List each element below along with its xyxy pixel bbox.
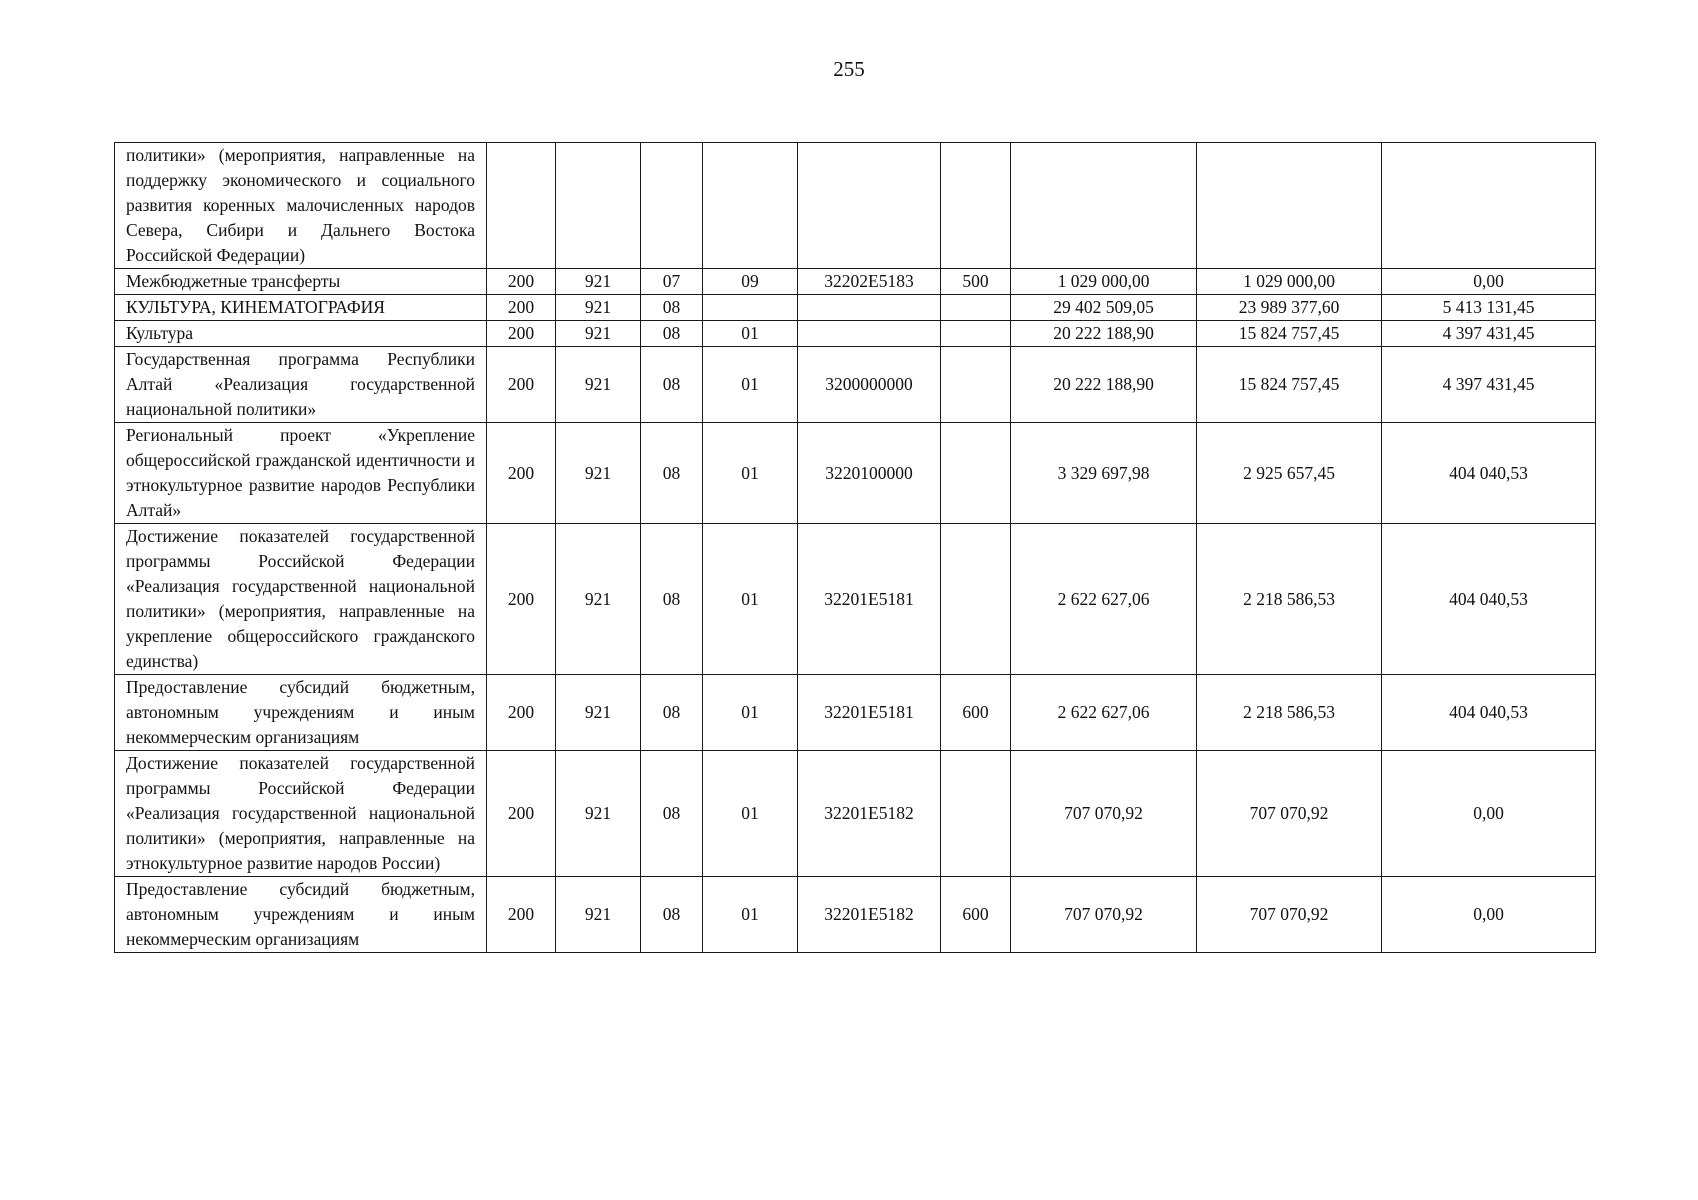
amount-cell xyxy=(1197,143,1382,269)
amount-cell: 0,00 xyxy=(1382,751,1596,877)
cell: 32201E5181 xyxy=(798,524,941,675)
budget-table xyxy=(114,142,1596,953)
cell: 200 xyxy=(487,675,556,751)
cell: 200 xyxy=(487,877,556,953)
amount-cell: 707 070,92 xyxy=(1011,751,1197,877)
amount-cell: 15 824 757,45 xyxy=(1197,347,1382,423)
cell: 08 xyxy=(641,321,703,347)
cell: 200 xyxy=(487,321,556,347)
table-row xyxy=(115,423,1596,524)
cell xyxy=(941,143,1011,269)
cell: 08 xyxy=(641,877,703,953)
table-row xyxy=(115,269,1596,295)
cell: 921 xyxy=(556,269,641,295)
row-name-cell: Региональный проект «Укрепление общероссийской гражданской идентичности и этнокультурное развитие народов Республики Алтай» xyxy=(115,423,487,524)
cell: 01 xyxy=(703,751,798,877)
cell xyxy=(941,524,1011,675)
amount-cell: 1 029 000,00 xyxy=(1011,269,1197,295)
table-row xyxy=(115,321,1596,347)
cell xyxy=(798,321,941,347)
cell xyxy=(941,423,1011,524)
cell: 200 xyxy=(487,347,556,423)
cell: 200 xyxy=(487,751,556,877)
amount-cell: 707 070,92 xyxy=(1197,877,1382,953)
table-row xyxy=(115,877,1596,953)
cell: 08 xyxy=(641,751,703,877)
cell: 08 xyxy=(641,295,703,321)
cell: 3220100000 xyxy=(798,423,941,524)
cell xyxy=(703,295,798,321)
cell xyxy=(798,143,941,269)
amount-cell: 2 622 627,06 xyxy=(1011,675,1197,751)
amount-cell: 707 070,92 xyxy=(1197,751,1382,877)
cell: 01 xyxy=(703,524,798,675)
cell: 08 xyxy=(641,423,703,524)
cell: 921 xyxy=(556,321,641,347)
amount-cell xyxy=(1011,143,1197,269)
amount-cell: 2 218 586,53 xyxy=(1197,675,1382,751)
cell: 921 xyxy=(556,751,641,877)
cell: 200 xyxy=(487,524,556,675)
row-name-cell: Достижение показателей государственной программы Российской Федерации «Реализация государственной национальной политики» (мероприятия, направленные на укрепление общероссийского гражданского единства) xyxy=(115,524,487,675)
amount-cell: 4 397 431,45 xyxy=(1382,321,1596,347)
cell: 600 xyxy=(941,877,1011,953)
row-name-cell: Культура xyxy=(115,321,487,347)
row-name-cell: Государственная программа Республики Алтай «Реализация государственной национальной политики» xyxy=(115,347,487,423)
cell xyxy=(641,143,703,269)
cell: 01 xyxy=(703,877,798,953)
amount-cell: 2 925 657,45 xyxy=(1197,423,1382,524)
table-row xyxy=(115,524,1596,675)
cell xyxy=(941,295,1011,321)
cell: 921 xyxy=(556,423,641,524)
cell: 32201E5181 xyxy=(798,675,941,751)
cell: 921 xyxy=(556,295,641,321)
amount-cell: 3 329 697,98 xyxy=(1011,423,1197,524)
amount-cell: 4 397 431,45 xyxy=(1382,347,1596,423)
row-name-cell: Межбюджетные трансферты xyxy=(115,269,487,295)
table-row xyxy=(115,143,1596,269)
cell: 32201E5182 xyxy=(798,751,941,877)
cell: 08 xyxy=(641,524,703,675)
amount-cell: 23 989 377,60 xyxy=(1197,295,1382,321)
amount-cell: 2 218 586,53 xyxy=(1197,524,1382,675)
table-row xyxy=(115,347,1596,423)
page-number: 255 xyxy=(833,57,865,81)
cell: 921 xyxy=(556,347,641,423)
row-name-cell: политики» (мероприятия, направленные на поддержку экономического и социального развития коренных малочисленных народов Севера, Сибири и Дальнего Востока Российской Федерации) xyxy=(115,143,487,269)
cell: 01 xyxy=(703,321,798,347)
amount-cell: 29 402 509,05 xyxy=(1011,295,1197,321)
row-name-cell: Предоставление субсидий бюджетным, автономным учреждениям и иным некоммерческим организациям xyxy=(115,877,487,953)
cell: 200 xyxy=(487,269,556,295)
cell xyxy=(703,143,798,269)
table-row xyxy=(115,751,1596,877)
cell: 08 xyxy=(641,675,703,751)
cell: 3200000000 xyxy=(798,347,941,423)
amount-cell: 404 040,53 xyxy=(1382,675,1596,751)
cell xyxy=(941,321,1011,347)
cell: 921 xyxy=(556,524,641,675)
cell: 09 xyxy=(703,269,798,295)
amount-cell: 404 040,53 xyxy=(1382,423,1596,524)
cell: 200 xyxy=(487,295,556,321)
cell: 01 xyxy=(703,675,798,751)
cell: 08 xyxy=(641,347,703,423)
cell: 32201E5182 xyxy=(798,877,941,953)
amount-cell xyxy=(1382,143,1596,269)
cell: 600 xyxy=(941,675,1011,751)
amount-cell: 404 040,53 xyxy=(1382,524,1596,675)
table-row xyxy=(115,675,1596,751)
amount-cell: 707 070,92 xyxy=(1011,877,1197,953)
cell: 01 xyxy=(703,347,798,423)
cell: 500 xyxy=(941,269,1011,295)
cell: 921 xyxy=(556,877,641,953)
amount-cell: 20 222 188,90 xyxy=(1011,347,1197,423)
cell xyxy=(556,143,641,269)
cell xyxy=(941,347,1011,423)
amount-cell: 20 222 188,90 xyxy=(1011,321,1197,347)
amount-cell: 5 413 131,45 xyxy=(1382,295,1596,321)
cell: 07 xyxy=(641,269,703,295)
table-row xyxy=(115,295,1596,321)
amount-cell: 15 824 757,45 xyxy=(1197,321,1382,347)
cell: 32202E5183 xyxy=(798,269,941,295)
cell xyxy=(487,143,556,269)
row-name-cell: Предоставление субсидий бюджетным, автономным учреждениям и иным некоммерческим организациям xyxy=(115,675,487,751)
amount-cell: 0,00 xyxy=(1382,269,1596,295)
cell: 01 xyxy=(703,423,798,524)
cell xyxy=(941,751,1011,877)
row-name-cell: Достижение показателей государственной программы Российской Федерации «Реализация государственной национальной политики» (мероприятия, направленные на этнокультурное развитие народов России) xyxy=(115,751,487,877)
cell xyxy=(798,295,941,321)
cell: 200 xyxy=(487,423,556,524)
amount-cell: 1 029 000,00 xyxy=(1197,269,1382,295)
amount-cell: 2 622 627,06 xyxy=(1011,524,1197,675)
cell: 921 xyxy=(556,675,641,751)
amount-cell: 0,00 xyxy=(1382,877,1596,953)
row-name-cell: КУЛЬТУРА, КИНЕМАТОГРАФИЯ xyxy=(115,295,487,321)
